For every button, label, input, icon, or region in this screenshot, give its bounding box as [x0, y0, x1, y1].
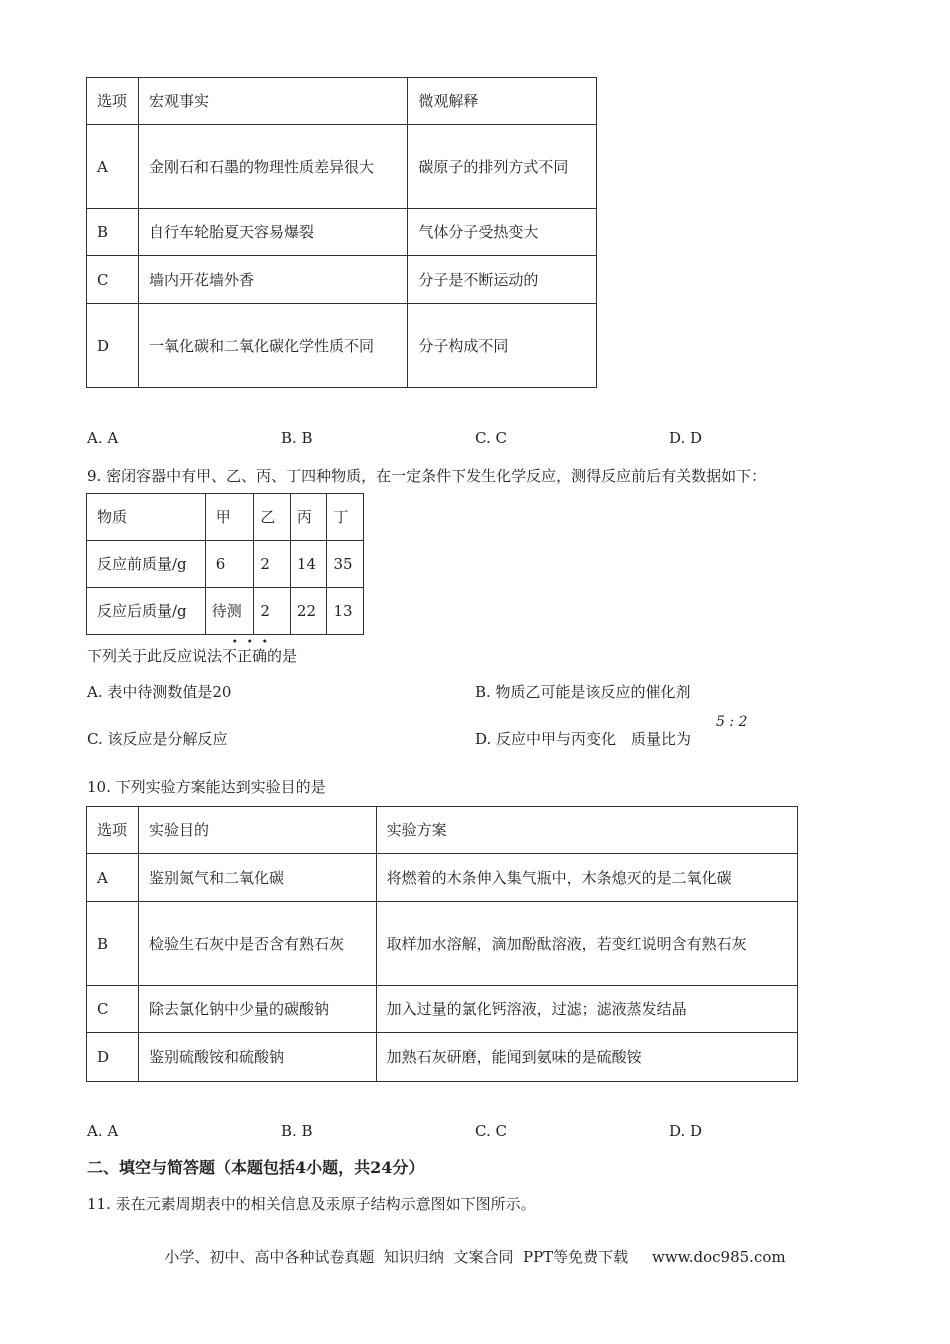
table-cell: 鉴别硫酸铵和硫酸钠	[138, 1033, 376, 1082]
table-row	[87, 209, 597, 256]
table-cell: 加熟石灰研磨，能闻到氨味的是硫酸铵	[376, 1033, 797, 1082]
table-cell: 丙	[290, 494, 327, 541]
q8-option-b: B. B	[281, 429, 313, 447]
table-cell: 墙内开花墙外香	[138, 256, 407, 304]
table-cell: 除去氯化钠中少量的碳酸钠	[138, 986, 376, 1033]
table-cell: 取样加水溶解，滴加酚酞溶液，若变红说明含有熟石灰	[376, 902, 797, 986]
table-cell: 金刚石和石墨的物理性质差异很大	[138, 125, 407, 209]
table-cell: 将燃着的木条伸入集气瓶中，木条熄灭的是二氧化碳	[376, 854, 797, 902]
table-cell: C	[87, 256, 139, 304]
q10-option-b: B. B	[281, 1122, 313, 1140]
table-cell: 分子是不断运动的	[408, 256, 597, 304]
table-cell: 加入过量的氯化钙溶液，过滤；滤液蒸发结晶	[376, 986, 797, 1033]
table-cell: 选项	[87, 78, 139, 125]
q9-option-d-ratio: 5 : 2	[716, 714, 748, 730]
table-cell: 反应后质量/g	[87, 588, 206, 635]
table-header-row	[87, 807, 798, 854]
table-cell: 丁	[327, 494, 364, 541]
q10-option-c: C. C	[475, 1122, 507, 1140]
table-cell: 22	[290, 588, 327, 635]
table-cell: D	[87, 304, 139, 388]
table-cell: 甲	[205, 494, 254, 541]
table-cell: 2	[254, 541, 291, 588]
q9-option-a: A. 表中待测数值是20	[87, 683, 232, 701]
q9-prompt-tail: 的是	[267, 647, 298, 665]
table-header-row	[87, 78, 597, 125]
q10-table	[86, 806, 798, 1082]
q8-option-c: C. C	[475, 429, 507, 447]
q9-prompt	[87, 645, 297, 666]
page-footer: 小学、初中、高中各种试卷真题 知识归纳 文案合同 PPT等免费下载 www.doc985.com	[164, 1248, 786, 1266]
table-row	[87, 854, 798, 902]
table-cell: D	[87, 1033, 139, 1082]
q9-prompt-lead: 下列关于此反应说法	[87, 647, 223, 665]
q9-stem: 9. 密闭容器中有甲、乙、丙、丁四种物质，在一定条件下发生化学反应，测得反应前后有关数据如下：	[87, 467, 767, 485]
section-heading: 二、填空与简答题（本题包括4小题，共24分）	[87, 1158, 425, 1177]
table-cell: 鉴别氮气和二氧化碳	[138, 854, 376, 902]
table-row	[87, 902, 798, 986]
table-row	[87, 256, 597, 304]
table-cell: B	[87, 209, 139, 256]
table-row	[87, 304, 597, 388]
table-cell: 14	[290, 541, 327, 588]
table-cell: B	[87, 902, 139, 986]
q9-option-b: B. 物质乙可能是该反应的催化剂	[475, 683, 691, 701]
table-cell: 气体分子受热变大	[408, 209, 597, 256]
table-cell: 微观解释	[408, 78, 597, 125]
table-cell: 待测	[205, 588, 254, 635]
q8-option-a: A. A	[87, 429, 119, 447]
table-cell: 检验生石灰中是否含有熟石灰	[138, 902, 376, 986]
table-cell: 宏观事实	[138, 78, 407, 125]
table-cell: 实验方案	[376, 807, 797, 854]
q9-prompt-emphasis: 不正确	[222, 647, 268, 665]
table-cell: 实验目的	[138, 807, 376, 854]
table-cell: 35	[327, 541, 364, 588]
q8-option-d: D. D	[669, 429, 703, 447]
table-cell: 6	[205, 541, 254, 588]
q11-stem: 11. 汞在元素周期表中的相关信息及汞原子结构示意图如下图所示。	[87, 1195, 536, 1213]
table-cell: 分子构成不同	[408, 304, 597, 388]
table-header-row	[87, 494, 364, 541]
table-cell: 反应前质量/g	[87, 541, 206, 588]
table-cell: C	[87, 986, 139, 1033]
table-cell: A	[87, 125, 139, 209]
q10-stem: 10. 下列实验方案能达到实验目的是	[87, 778, 326, 796]
table-row	[87, 986, 798, 1033]
q8-table	[86, 77, 597, 388]
table-row	[87, 125, 597, 209]
q9-option-d: D. 反应中甲与丙变化 质量比为	[475, 730, 692, 748]
q10-option-d: D. D	[669, 1122, 703, 1140]
table-cell: 选项	[87, 807, 139, 854]
table-cell: A	[87, 854, 139, 902]
table-row	[87, 588, 364, 635]
table-cell: 2	[254, 588, 291, 635]
table-cell: 自行车轮胎夏天容易爆裂	[138, 209, 407, 256]
table-row	[87, 541, 364, 588]
q9-table	[86, 493, 364, 635]
q10-option-a: A. A	[87, 1122, 119, 1140]
table-cell: 物质	[87, 494, 206, 541]
table-cell: 乙	[254, 494, 291, 541]
table-cell: 13	[327, 588, 364, 635]
table-row	[87, 1033, 798, 1082]
q9-option-c: C. 该反应是分解反应	[87, 730, 228, 748]
table-cell: 一氧化碳和二氧化碳化学性质不同	[138, 304, 407, 388]
table-cell: 碳原子的排列方式不同	[408, 125, 597, 209]
